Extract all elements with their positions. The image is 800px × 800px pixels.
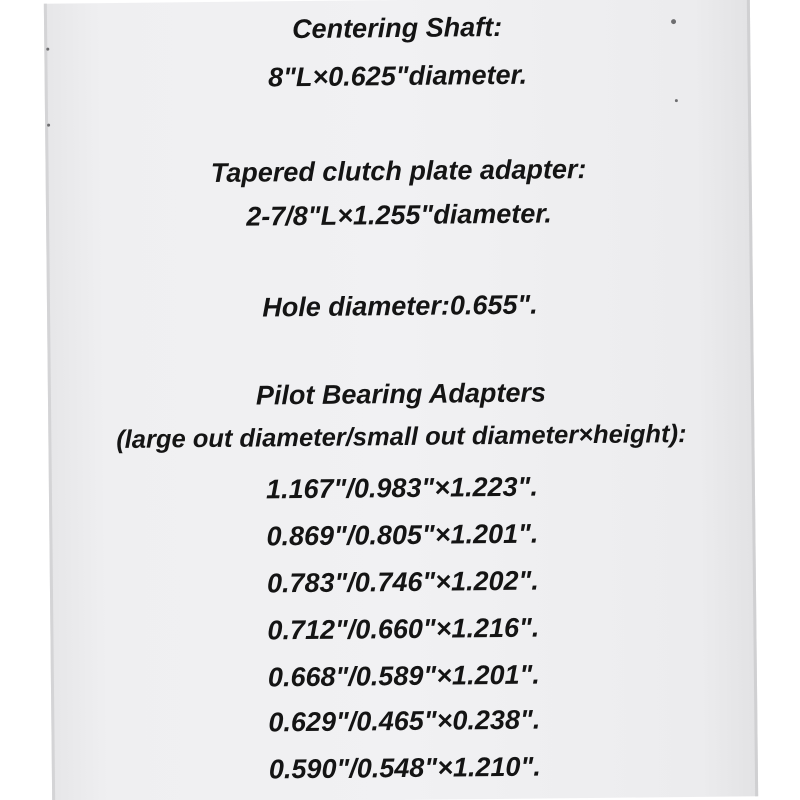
pilot-bearing-adapters-subtitle: (large out diameter/small out diameter×height): [116, 420, 687, 454]
clutch-plate-adapter-title: Tapered clutch plate adapter: [210, 154, 587, 188]
pilot-bearing-adapters-title: Pilot Bearing Adapters [255, 377, 547, 411]
hole-diameter: Hole diameter:0.655". [262, 289, 538, 323]
adapter-size: 0.590"/0.548"×1.210". [268, 751, 541, 785]
spec-text [44, 0, 758, 800]
adapter-size: 0.783"/0.746"×1.202". [266, 565, 539, 599]
adapter-size: 0.668"/0.589"×1.201". [267, 659, 540, 693]
adapter-size: 0.712"/0.660"×1.216". [267, 612, 540, 646]
adapter-size: 0.629"/0.465"×0.238". [268, 704, 541, 738]
adapter-size: 1.167"/0.983"×1.223". [265, 471, 539, 505]
centering-shaft-title: Centering Shaft: [291, 11, 503, 45]
clutch-plate-adapter-spec: 2-7/8"L×1.255"diameter. [246, 198, 552, 232]
paper-sheet [44, 0, 758, 800]
adapter-size: 0.869"/0.805"×1.201". [266, 518, 539, 552]
centering-shaft-spec: 8"L×0.625"diameter. [267, 59, 528, 93]
